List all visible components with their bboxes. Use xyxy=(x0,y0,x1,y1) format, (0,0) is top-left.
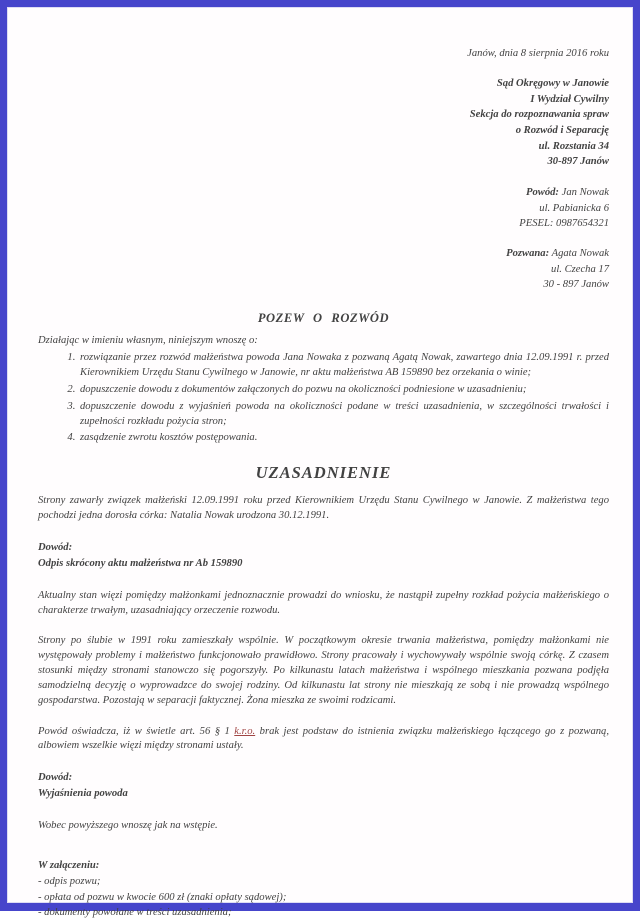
defendant-label: Pozwana: xyxy=(506,247,550,259)
petition-item-2: 2. dopuszczenie dowodu z dokumentów załączonych do pozwu na okoliczności podniesione w uzasadnieniu; xyxy=(78,383,609,398)
petition-item-1: 1. rozwiązanie przez rozwód małżeństwa powoda Jana Nowaka z pozwaną Agatą Nowak, zawartego dnia 12.09.1991 r. przed Kierownikiem Urzędu Stanu Cywilnego w Janowie, nr aktu małżeństwa AB 159890 bez orzekania o winie; xyxy=(78,351,609,381)
petition-intro: Działając w imieniu własnym, niniejszym wnoszę o: xyxy=(38,335,258,347)
petition-list xyxy=(38,351,609,446)
defendant-address: ul. Czecha 17 xyxy=(551,263,609,275)
attachment-item-1: - odpis pozwu; xyxy=(38,875,101,887)
attachment-item-2: - opłata od pozwu w kwocie 600 zł (znaki opłaty sądowej); xyxy=(38,891,287,903)
evidence-block-2 xyxy=(38,770,609,802)
court-postal-city: 30-897 Janów xyxy=(547,156,609,168)
court-address-block xyxy=(38,76,609,170)
attachment-item-3: - dokumenty powołane w treści uzasadnienia; xyxy=(38,907,232,919)
court-section-line2: o Rozwód i Separację xyxy=(515,124,609,136)
justification-paragraph-4 xyxy=(38,725,609,755)
defendant-name-line xyxy=(38,246,609,262)
plaintiff-name-line xyxy=(38,185,609,201)
defendant-name: Agata Nowak xyxy=(551,247,609,259)
plaintiff-pesel: PESEL: 0987654321 xyxy=(519,218,609,230)
plaintiff-address: ul. Pabianicka 6 xyxy=(539,202,609,214)
justification-paragraph-3: Strony po ślubie w 1991 roku zamieszkały wspólnie. W początkowym okresie trwania małżeństwa, pomiędzy małżonkami nie występowały problemy i małżeństwo funkcjonowało prawidłowo. Strony pracowały i wychowywały wspólnie swoją córkę. Z czasem stosunki między stronami stanowczo się pogorszyły. Po kilkunastu latach małżeństwa i wspólnego mieszkania pozwana podjęła samodzielną decyzję o wyprowadzce do swojej rodziny. Od kilkunastu lat strony nie mieszkają ze sobą i nie prowadzą wspólnego gospodarstwa. Pozostają w separacji faktycznej. Żona mieszka ze swoimi rodzicami. xyxy=(38,635,609,706)
date-line: Janów, dnia 8 sierpnia 2016 roku xyxy=(467,48,609,59)
attachments-label: W załączeniu: xyxy=(38,859,100,871)
kro-statute-link[interactable]: k.r.o. xyxy=(234,725,256,737)
closing-statement: Wobec powyższego wnoszę jak na wstępie. xyxy=(38,819,218,831)
divorce-petition-document xyxy=(7,7,633,921)
petition-item-4: 4. zasądzenie zwrotu kosztów postępowania. xyxy=(78,431,609,446)
plaintiff-block xyxy=(38,185,609,232)
evidence-1-text: Odpis skrócony aktu małżeństwa nr Ab 159890 xyxy=(38,557,243,569)
defendant-block xyxy=(38,246,609,293)
plaintiff-name: Jan Nowak xyxy=(561,186,609,198)
justification-paragraph-2: Aktualny stan więzi pomiędzy małżonkami jednoznacznie prowadzi do wniosku, że nastąpił zupełny rozkład pożycia małżeńskiego o charakterze trwałym, uzasadniający orzeczenie rozwodu. xyxy=(38,589,609,616)
justification-paragraph-1: Strony zawarły związek małżeński 12.09.1991 roku przed Kierownikiem Urzędu Stanu Cywilnego w Janowie. Z małżeństwa tego pochodzi jedna dorosła córka: Natalia Nowak urodzona 30.12.1991. xyxy=(38,495,609,522)
document-title: POZEW O ROZWÓD xyxy=(257,310,390,325)
court-section-line1: Sekcja do rozpoznawania spraw xyxy=(469,109,609,121)
attachments-block xyxy=(38,858,609,921)
court-street: ul. Rozstania 34 xyxy=(538,140,609,152)
paragraph-4-text-before: Powód oświadcza, iż w świetle art. 56 § 1 xyxy=(38,725,235,737)
plaintiff-label: Powód: xyxy=(526,186,559,198)
justification-title: UZASADNIENIE xyxy=(255,463,392,483)
petition-item-3: 3. dopuszczenie dowodu z wyjaśnień powoda na okoliczności podane w treści uzasadnienia, w szczególności trwałości i zupełności rozkładu pożycia stron; xyxy=(78,400,609,430)
defendant-postal-city: 30 - 897 Janów xyxy=(543,279,609,291)
evidence-2-label: Dowód: xyxy=(38,772,73,784)
evidence-2-text: Wyjaśnienia powoda xyxy=(38,788,128,800)
evidence-block-1 xyxy=(38,540,609,572)
court-division: I Wydział Cywilny xyxy=(530,93,609,105)
evidence-1-label: Dowód: xyxy=(38,541,73,553)
paragraph-4-text-after: brak jest podstaw do istnienia związku małżeńskiego łączącego go z pozwaną, albowiem wszelkie więzi między stronami ustały. xyxy=(38,725,609,752)
court-name: Sąd Okręgowy w Janowie xyxy=(496,77,609,89)
